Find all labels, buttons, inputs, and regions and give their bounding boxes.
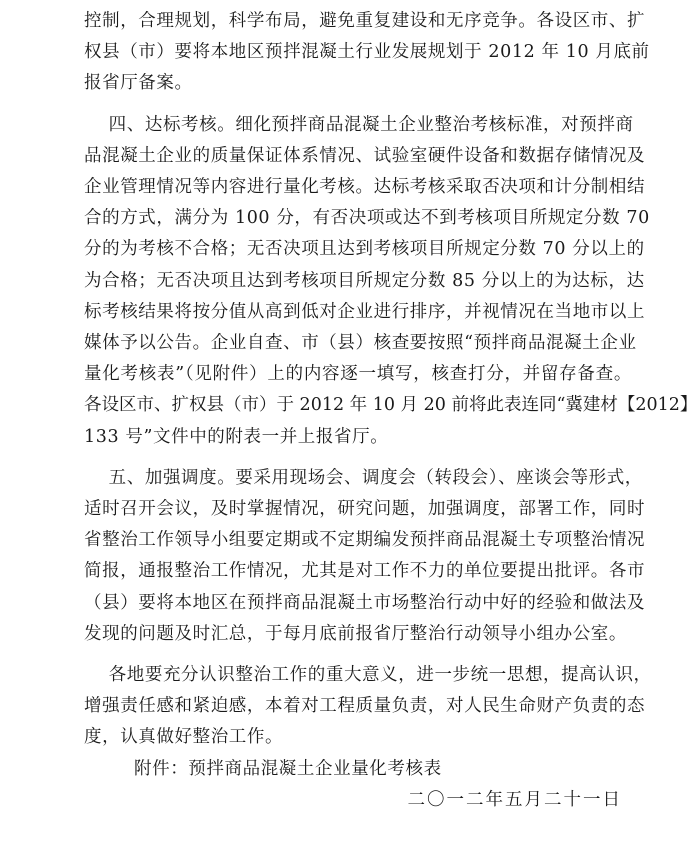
text-line: 量化考核表”（见附件）上的内容逐一填写，核查打分，并留存备查。 — [84, 364, 632, 385]
text-line: 为合格；无否决项且达到考核项目所规定分数 85 分以上的为达标，达 — [84, 270, 645, 291]
text-line: 各设区市、扩权县（市）于 2012 年 10 月 20 前将此表连同“冀建材【2012】 — [84, 395, 697, 416]
paragraph-gap — [84, 650, 632, 660]
text-line: 四、达标考核。细化预拌商品混凝土企业整治考核标准，对预拌商 — [84, 114, 634, 135]
text-line: 媒体予以公告。企业自查、市（县）核查要按照“预拌商品混凝土企业 — [84, 333, 637, 354]
text-line: 分的为考核不合格；无否决项且达到考核项目所规定分数 70 分以上的 — [84, 239, 645, 260]
text-line: 省整治工作领导小组要定期或不定期编发预拌商品混凝土专项整治情况 — [84, 530, 646, 551]
paragraph-gap — [84, 100, 632, 110]
text-line: 度，认真做好整治工作。 — [84, 727, 284, 748]
text-line: 五、加强调度。要采用现场会、调度会（转段会）、座谈会等形式， — [84, 467, 643, 488]
text-line: 企业管理情况等内容进行量化考核。达标考核采取否决项和计分制相结 — [84, 177, 646, 198]
text-line: 报省厅备案。 — [84, 73, 193, 94]
paragraph-gap — [84, 453, 632, 463]
paragraph-scheduling — [84, 463, 646, 650]
text-line: 权县（市）要将本地区预拌混凝土行业发展规划于 2012 年 10 月底前 — [84, 42, 650, 63]
text-line: （县）要将本地区在预拌商品混凝土市场整治行动中好的经验和做法及 — [84, 592, 646, 613]
text-line: 发现的问题及时汇总，于每月底前报省厅整治行动领导小组办公室。 — [84, 623, 627, 644]
text-line: 控制，合理规划，科学布局，避免重复建设和无序竞争。各设区市、扩 — [84, 11, 646, 31]
document-body — [84, 6, 697, 816]
attachment-note: 附件：预拌商品混凝土企业量化考核表 — [134, 758, 442, 779]
text-line: 增强责任感和紧迫感，本着对工程质量负责，对人民生命财产负责的态 — [84, 696, 646, 717]
text-line: 各地要充分认识整治工作的重大意义，进一步统一思想，提高认识， — [84, 665, 652, 686]
document-date: 二〇一二年五月二十一日 — [407, 789, 622, 810]
paragraph-planning — [84, 6, 650, 100]
text-line: 适时召开会议，及时掌握情况，研究问题，加强调度，部署工作，同时 — [84, 499, 646, 520]
text-line: 合的方式，满分为 100 分，有否决项或达不到考核项目所规定分数 70 — [84, 208, 650, 229]
text-line: 133 号”文件中的附表一并上报省厅。 — [84, 426, 389, 447]
paragraph-conclusion — [84, 660, 652, 754]
text-line: 品混凝土企业的质量保证体系情况、试验室硬件设备和数据存储情况及 — [84, 145, 646, 166]
text-line: 简报，通报整治工作情况，尤其是对工作不力的单位要提出批评。各市 — [84, 561, 646, 582]
text-line: 标考核结果将按分值从高到低对企业进行排序，并视情况在当地市以上 — [84, 301, 646, 322]
paragraph-assessment — [84, 110, 697, 453]
